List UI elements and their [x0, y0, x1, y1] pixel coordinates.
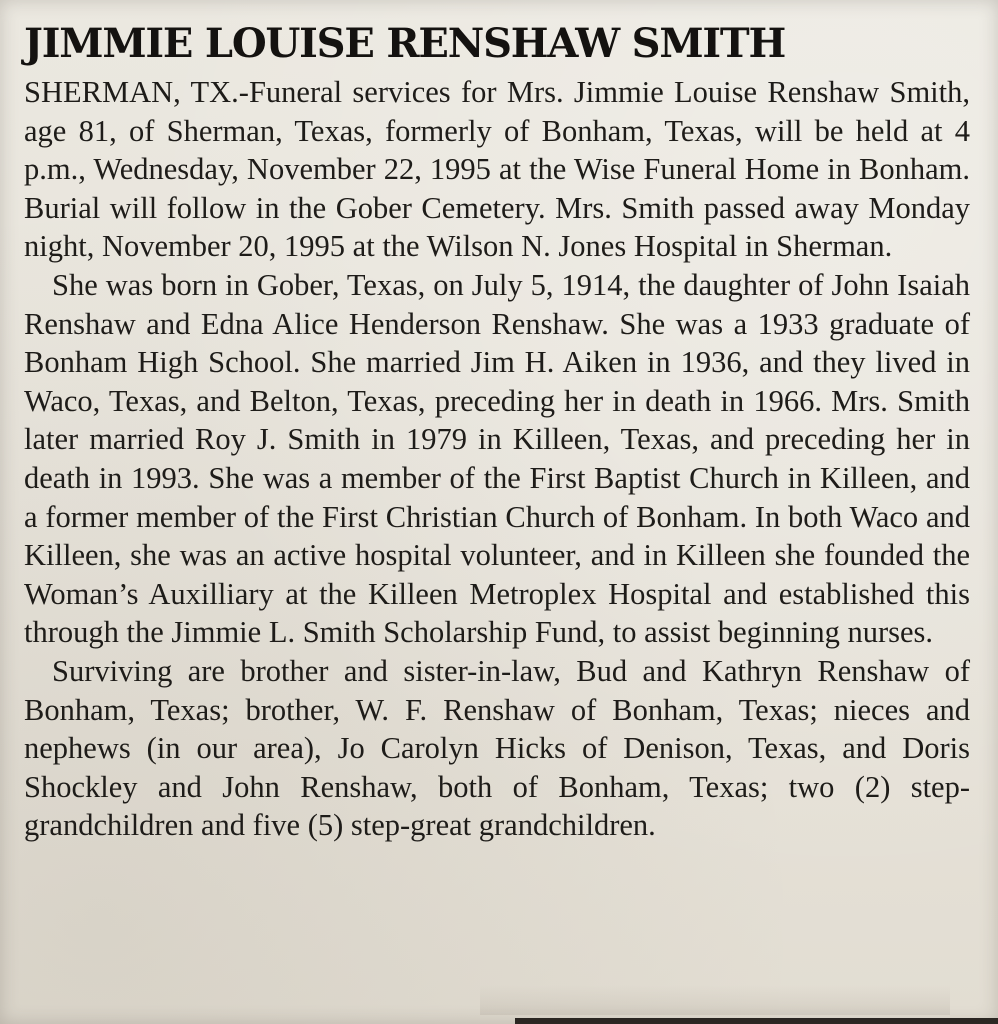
obituary-paragraph-survivors: Surviving are brother and sister-in-law, Bud and Kathryn Renshaw of Bonham, Texas; brother, W. F. Renshaw of Bonham, Texas; nieces and nephews (in our area), Jo Carolyn Hicks of Denison, Texas, and Doris Shockley and John Renshaw, both of Bonham, Texas; two (2) step-grandchildren and five (5) step-great grandchildren.: [24, 653, 970, 843]
bleed-through-shadow: [480, 985, 950, 1015]
obituary-headline: JIMMIE LOUISE RENSHAW SMITH: [24, 20, 786, 67]
bottom-rule: [515, 1018, 998, 1024]
obituary-article: [24, 18, 970, 845]
obituary-paragraph-biography: She was born in Gober, Texas, on July 5, 1914, the daughter of John Isaiah Renshaw and Edna Alice Henderson Renshaw. She was a 1933 graduate of Bonham High School. She married Jim H. Aiken in 1936, and they lived in Waco, Texas, and Belton, Texas, preceding her in death in 1966. Mrs. Smith later married Roy J. Smith in 1979 in Killeen, Texas, and preceding her in death in 1993. She was a member of the First Baptist Church in Killeen, and a former member of the First Christian Church of Bonham. In both Waco and Killeen, she was an active hospital volunteer, and in Killeen she founded the Woman’s Auxilliary at the Killeen Metroplex Hospital and established this through the Jimmie L. Smith Scholarship Fund, to assist beginning nurses.: [24, 267, 970, 650]
obituary-paragraph-services: SHERMAN, TX.-Funeral services for Mrs. Jimmie Louise Renshaw Smith, age 81, of Sherman, Texas, formerly of Bonham, Texas, will be held at 4 p.m., Wednesday, November 22, 1995 at the Wise Funeral Home in Bonham. Burial will follow in the Gober Cemetery. Mrs. Smith passed away Monday night, November 20, 1995 at the Wilson N. Jones Hospital in Sherman.: [24, 75, 970, 264]
